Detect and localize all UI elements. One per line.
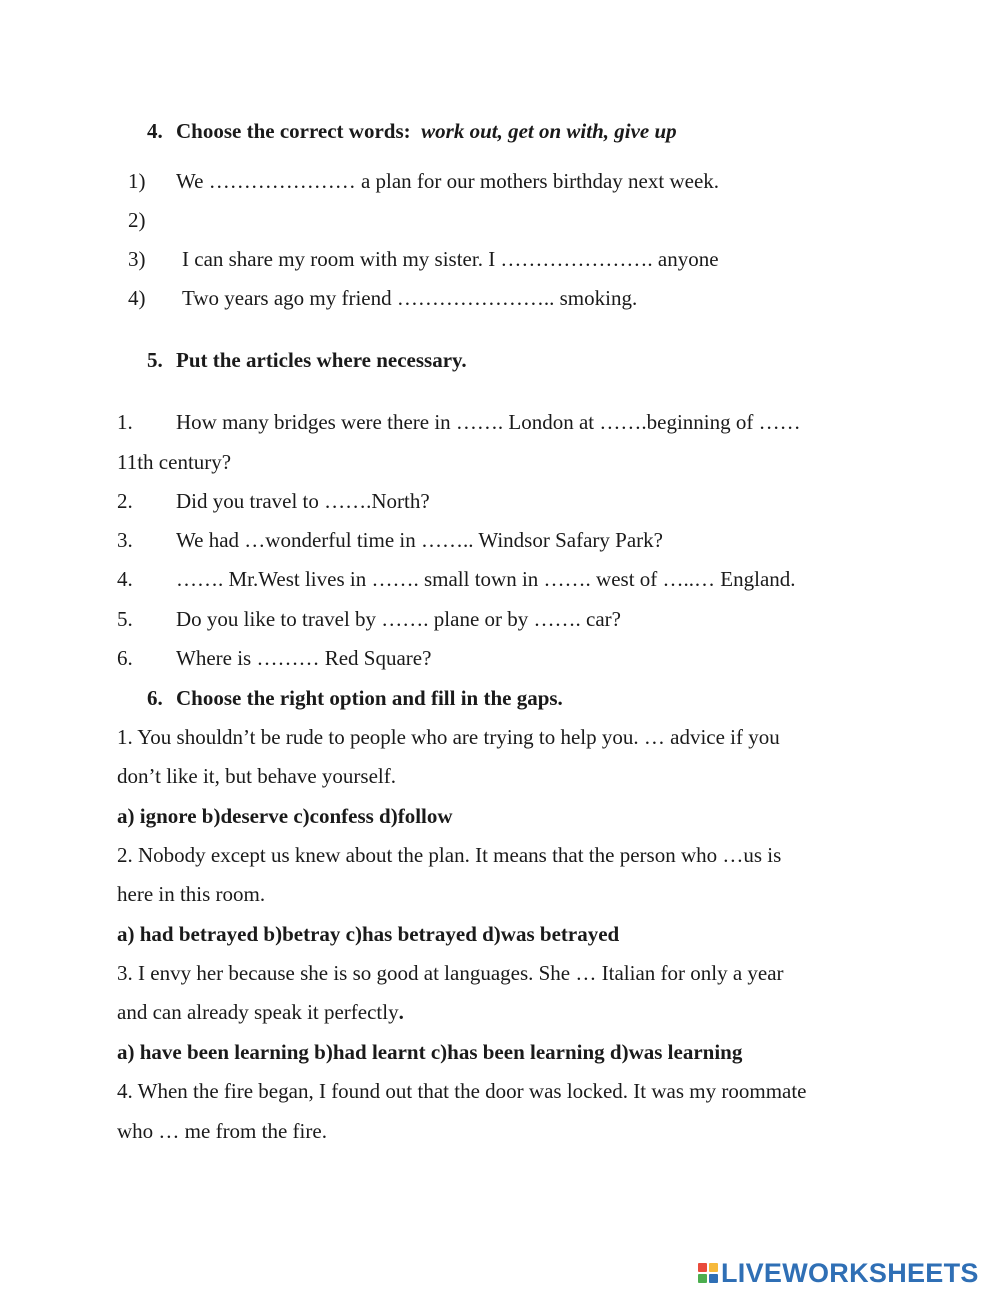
- list-item: [0, 527, 1000, 553]
- item-text: We had …wonderful time in …….. Windsor Safary Park?: [176, 528, 663, 552]
- list-item: [0, 285, 1000, 311]
- section-5-heading: [147, 347, 467, 373]
- section-title: Put the articles where necessary.: [176, 348, 467, 372]
- list-item: [0, 207, 1000, 233]
- question-3-text: 3. I envy her because she is so good at languages. She … Italian for only a year: [117, 961, 784, 985]
- section-4-heading: [147, 118, 677, 144]
- question-4-text: 4. When the fire began, I found out that the door was locked. It was my roommate: [117, 1079, 807, 1103]
- question-2-options: a) had betrayed b)betray c)has betrayed d)was betrayed: [117, 922, 620, 946]
- item-number: 5.: [117, 607, 133, 631]
- item-number: 6.: [117, 646, 133, 670]
- section-title: Choose the right option and fill in the gaps.: [176, 686, 563, 710]
- item-number: 1.: [117, 410, 133, 434]
- question-3-period: .: [398, 1000, 404, 1024]
- question-3-text-continued: [117, 999, 404, 1025]
- section-title: Choose the correct words:: [176, 119, 411, 143]
- list-item: [0, 246, 1000, 272]
- logo-text: LIVEWORKSHEETS: [721, 1257, 979, 1288]
- list-item: [0, 645, 1000, 671]
- item-number: 4): [128, 286, 146, 310]
- item-text: How many bridges were there in ……. London at …….beginning of ……: [176, 410, 801, 434]
- question-1-text-continued: don’t like it, but behave yourself.: [117, 764, 396, 788]
- item-number: 3.: [117, 528, 133, 552]
- item-text: Where is ……… Red Square?: [176, 646, 432, 670]
- item-number: 2): [128, 208, 146, 232]
- item-number: 1): [128, 169, 146, 193]
- item-text: Two years ago my friend ………………….. smoking.: [182, 286, 638, 310]
- item-text: Do you like to travel by ……. plane or by ……. car?: [176, 607, 621, 631]
- word-bank: work out, get on with, give up: [421, 119, 677, 143]
- item-text: ……. Mr.West lives in ……. small town in ……. west of …..… England.: [176, 567, 796, 591]
- logo-blocks-icon: [698, 1263, 718, 1283]
- item-number: 2.: [117, 489, 133, 513]
- question-3-sentence-end: and can already speak it perfectly: [117, 1000, 399, 1024]
- item-text: We ………………… a plan for our mothers birthday next week.: [176, 169, 720, 193]
- section-number: 6.: [147, 686, 163, 710]
- item-text: Did you travel to …….North?: [176, 489, 430, 513]
- section-number: 4.: [147, 119, 163, 143]
- question-2-text: 2. Nobody except us knew about the plan. It means that the person who …us is: [117, 843, 782, 867]
- list-item: [0, 488, 1000, 514]
- list-item: [0, 409, 1000, 435]
- question-2-text-continued: here in this room.: [117, 882, 266, 906]
- item-number: 3): [128, 247, 146, 271]
- liveworksheets-logo: [698, 1258, 979, 1288]
- question-4-text-continued: who … me from the fire.: [117, 1119, 327, 1143]
- item-text-continued: 11th century?: [117, 450, 232, 474]
- question-3-options: a) have been learning b)had learnt c)has been learning d)was learning: [117, 1040, 743, 1064]
- item-text: I can share my room with my sister. I …………………. anyone: [182, 247, 719, 271]
- section-number: 5.: [147, 348, 163, 372]
- item-number: 4.: [117, 567, 133, 591]
- question-1-text: 1. You shouldn’t be rude to people who are trying to help you. … advice if you: [117, 725, 780, 749]
- section-6-heading: [147, 685, 563, 711]
- question-1-options: a) ignore b)deserve c)confess d)follow: [117, 804, 453, 828]
- list-item: [0, 566, 1000, 592]
- list-item: [0, 606, 1000, 632]
- list-item: [0, 168, 1000, 194]
